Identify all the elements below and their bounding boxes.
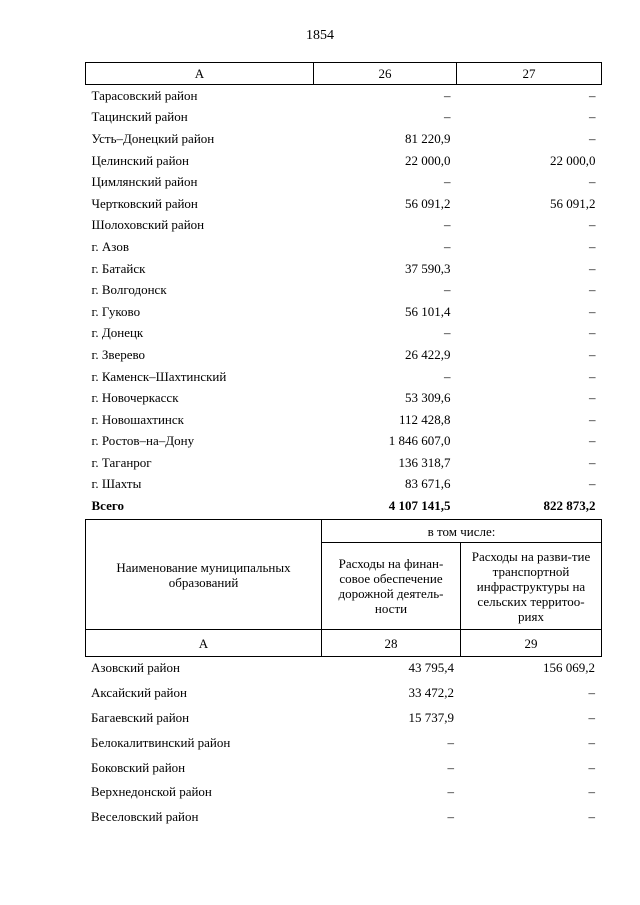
value-cell-c28: 43 795,4 [408,660,454,676]
table-row [86,474,602,496]
municipality-name: г. Новошахтинск [91,411,184,427]
table-row [85,706,601,731]
value-cell-c27: – [589,282,596,298]
table-row [86,85,602,107]
municipality-name: Тацинский район [91,109,188,125]
municipality-name: Азовский район [91,660,180,676]
value-cell-c26: 56 101,4 [405,303,451,319]
value-cell-c26: 4 107 141,5 [388,498,451,514]
value-cell-c27: – [589,325,596,341]
table-row [86,452,602,474]
municipality-name: Верхнедонской район [91,784,212,800]
municipality-name: г. Азов [91,238,129,254]
municipality-name-header: Наименование муниципальных образований [86,520,322,630]
value-cell-c29: – [588,685,595,701]
table-row [86,171,602,193]
municipality-name: Чертковский район [91,195,198,211]
total-row [86,495,602,517]
value-cell-c27: – [589,346,596,362]
value-cell-c26: 22 000,0 [405,152,451,168]
municipality-name: г. Каменск–Шахтинский [91,368,227,384]
value-cell-c28: 33 472,2 [408,685,454,701]
value-cell-c27: 56 091,2 [550,195,596,211]
municipality-name: г. Донецк [91,325,144,341]
value-cell-c27: – [589,87,596,103]
value-cell-c28: – [447,759,454,775]
column-letter-row [86,63,602,85]
budget-table-cols-26-27 [85,62,602,517]
table-row [86,301,602,323]
value-cell-c28: – [447,809,454,825]
table-row [86,128,602,150]
table-row [86,107,602,129]
including-header: в том числе: [322,520,602,543]
value-cell-c27: – [589,260,596,276]
value-cell-c27: 822 873,2 [543,498,596,514]
value-cell-c26: 26 422,9 [405,346,451,362]
municipality-name: г. Новочеркасск [91,390,179,406]
value-cell-c28: – [447,734,454,750]
column-letter-a: А [86,63,314,85]
value-cell-c27: – [589,217,596,233]
municipality-name: Аксайский район [91,685,187,701]
column-letter-a-2: А [86,630,322,657]
value-cell-c27: – [589,390,596,406]
column-letter-29: 29 [461,630,602,657]
municipality-name: г. Гуково [91,303,141,319]
table-row [86,193,602,215]
value-cell-c29: – [588,809,595,825]
municipality-name: Боковский район [91,759,186,775]
table-row [86,387,602,409]
value-cell-c29: – [588,709,595,725]
municipality-name: г. Таганрог [91,454,152,470]
value-cell-c26: 56 091,2 [405,195,451,211]
municipality-name: Цимлянский район [91,174,198,190]
municipality-name: Белокалитвинский район [91,734,231,750]
value-cell-c27: 22 000,0 [550,152,596,168]
municipality-name: г. Шахты [91,476,142,492]
value-cell-c27: – [589,411,596,427]
value-cell-c26: – [444,87,451,103]
column-letter-28: 28 [322,630,461,657]
value-cell-c29: – [588,734,595,750]
value-cell-c29: – [588,784,595,800]
table-row [86,236,602,258]
table-row [85,656,601,681]
value-cell-c26: – [444,174,451,190]
value-cell-c27: – [589,476,596,492]
table-row [86,431,602,453]
value-cell-c28: 15 737,9 [408,709,454,725]
value-cell-c29: 156 069,2 [543,660,595,676]
municipality-name: Багаевский район [91,709,190,725]
value-cell-c26: – [444,325,451,341]
municipality-name: г. Батайск [91,260,146,276]
value-cell-c26: 81 220,9 [405,130,451,146]
value-cell-c26: 136 318,7 [398,454,451,470]
table-row [85,780,601,805]
column-letter-26: 26 [314,63,457,85]
value-cell-c26: 37 590,3 [405,260,451,276]
table-row [85,681,601,706]
municipality-name: г. Волгодонск [91,282,167,298]
page-number: 1854 [306,28,334,43]
value-cell-c26: 112 428,8 [398,411,451,427]
table-row [86,279,602,301]
value-cell-c27: – [589,109,596,125]
value-cell-c27: – [589,303,596,319]
value-cell-c27: – [589,454,596,470]
municipality-name: Веселовский район [91,809,199,825]
value-cell-c27: – [589,368,596,384]
value-cell-c26: – [444,238,451,254]
column-letter-27: 27 [457,63,602,85]
table-row [86,323,602,345]
budget-table-header-28-29 [85,519,602,657]
value-cell-c27: – [589,174,596,190]
value-cell-c26: 1 846 607,0 [388,433,451,449]
value-cell-c26: – [444,368,451,384]
municipality-name: г. Ростов–на–Дону [91,433,195,449]
municipality-name: Целинский район [91,152,189,168]
municipality-name: Шолоховский район [91,217,205,233]
table-row [86,215,602,237]
rural-transport-infrastructure-header: Расходы на разви-тие транспортной инфраструктуры на сельских территоо-риях [461,543,602,630]
value-cell-c26: – [444,282,451,298]
value-cell-c26: – [444,109,451,125]
table-row [85,730,601,755]
table-row [86,366,602,388]
table-row [86,150,602,172]
value-cell-c29: – [588,759,595,775]
budget-table-cols-28-29 [85,656,601,830]
value-cell-c28: – [447,784,454,800]
value-cell-c27: – [589,130,596,146]
table-row [85,755,601,780]
municipality-name: Усть–Донецкий район [91,130,215,146]
municipality-name: Тарасовский район [91,87,198,103]
value-cell-c27: – [589,238,596,254]
value-cell-c27: – [589,433,596,449]
value-cell-c26: 83 671,6 [405,476,451,492]
value-cell-c26: – [444,217,451,233]
table-row [86,409,602,431]
value-cell-c26: 53 309,6 [405,390,451,406]
table-row [86,344,602,366]
municipality-name: г. Зверево [91,346,146,362]
table-row [85,805,601,830]
road-activity-expenses-header: Расходы на финан-совое обеспечение дорожной деятель-ности [322,543,461,630]
column-letter-row-2 [86,630,602,657]
municipality-name: Всего [91,498,124,514]
table-row [86,258,602,280]
